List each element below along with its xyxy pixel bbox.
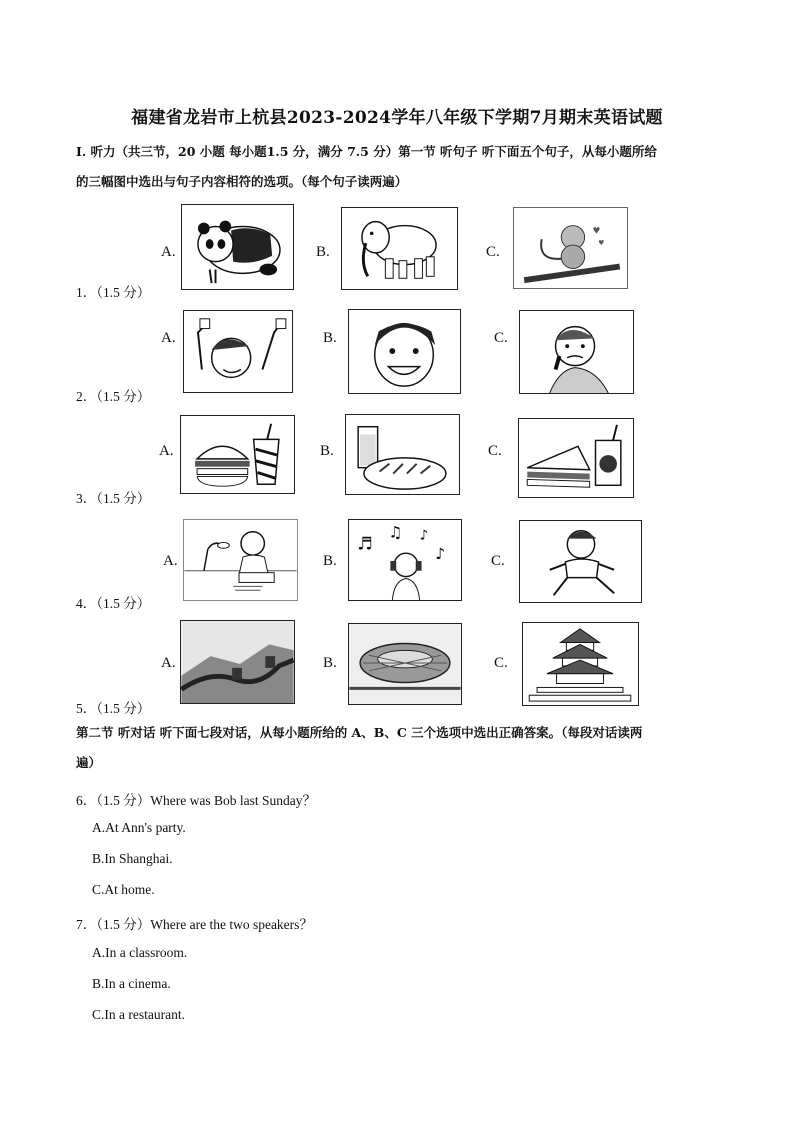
q5-option-b-label: B. bbox=[323, 655, 337, 671]
svg-text:♫: ♫ bbox=[388, 523, 403, 542]
section1-header-line1: I. 听力（共三节，20 小题 每小题1.5 分，满分 7.5 分）第一节 听句子 听下面五个句子，从每小题所给 bbox=[76, 144, 657, 159]
q6-option-a[interactable]: A.At Ann's party. bbox=[92, 820, 186, 835]
panda-icon[interactable] bbox=[181, 204, 294, 290]
q5-option-a-label: A. bbox=[161, 655, 176, 671]
svg-text:♥: ♥ bbox=[598, 239, 605, 248]
q1-option-b-label: B. bbox=[316, 244, 330, 260]
section2-header-line1: 第二节 听对话 听下面七段对话，从每小题所给的 A、B、C 三个选项中选出正确答案。（每段对话读两 bbox=[76, 725, 643, 740]
q7-stem: 7．（1.5 分）Where are the two speakers？ bbox=[76, 917, 313, 932]
q7-option-c[interactable]: C.In a restaurant. bbox=[92, 1007, 185, 1022]
section1-header bbox=[76, 137, 726, 197]
smiling-man-icon[interactable] bbox=[348, 309, 461, 394]
section2-header-line2: 遍） bbox=[76, 755, 102, 770]
svg-text:♥: ♥ bbox=[592, 226, 601, 237]
q5-number: 5．（1.5 分） bbox=[76, 701, 151, 716]
svg-text:♪: ♪ bbox=[435, 545, 446, 564]
section2-header bbox=[76, 718, 726, 778]
q2-option-b-label: B. bbox=[323, 330, 337, 346]
q4-number: 4．（1.5 分） bbox=[76, 596, 151, 611]
page-title: 福建省龙岩市上杭县2023-2024学年八年级下学期7月期末英语试题 bbox=[131, 108, 663, 128]
svg-text:♪: ♪ bbox=[419, 527, 429, 544]
temple-of-heaven-icon[interactable] bbox=[522, 622, 639, 706]
q6-option-b[interactable]: B.In Shanghai. bbox=[92, 851, 173, 866]
q6-stem: 6．（1.5 分）Where was Bob last Sunday？ bbox=[76, 793, 316, 808]
bread-milk-icon[interactable] bbox=[345, 414, 460, 495]
q4-option-b-label: B. bbox=[323, 553, 337, 569]
q2-number: 2．（1.5 分） bbox=[76, 389, 151, 404]
svg-text:♬: ♬ bbox=[357, 534, 373, 555]
q5-option-c-label: C. bbox=[494, 655, 508, 671]
sandwich-juice-icon[interactable] bbox=[518, 418, 634, 498]
q7-option-b[interactable]: B.In a cinema. bbox=[92, 976, 171, 991]
excited-boy-icon[interactable] bbox=[183, 310, 293, 393]
q7-option-a[interactable]: A.In a classroom. bbox=[92, 945, 188, 960]
q3-option-c-label: C. bbox=[488, 443, 502, 459]
q6-option-c[interactable]: C.At home. bbox=[92, 882, 155, 897]
q1-option-a-label: A. bbox=[161, 244, 176, 260]
music-girl-icon[interactable] bbox=[348, 519, 462, 601]
great-wall-icon[interactable] bbox=[180, 620, 295, 704]
studying-boy-icon[interactable] bbox=[183, 519, 298, 601]
q2-option-c-label: C. bbox=[494, 330, 508, 346]
elephant-icon[interactable] bbox=[341, 207, 458, 290]
q1-number: 1．（1.5 分） bbox=[76, 285, 151, 300]
q1-option-c-label: C. bbox=[486, 244, 500, 260]
monkey-icon[interactable] bbox=[513, 207, 628, 289]
sad-boy-icon[interactable] bbox=[519, 310, 634, 394]
burger-drink-icon[interactable] bbox=[180, 415, 295, 494]
birds-nest-stadium-icon[interactable] bbox=[348, 623, 462, 705]
q3-number: 3．（1.5 分） bbox=[76, 491, 151, 506]
q3-option-a-label: A. bbox=[159, 443, 174, 459]
section1-header-line2: 的三幅图中选出与句子内容相符的选项。（每个句子读两遍） bbox=[76, 174, 408, 189]
q2-option-a-label: A. bbox=[161, 330, 176, 346]
exercising-boy-icon[interactable] bbox=[519, 520, 642, 603]
q4-option-c-label: C. bbox=[491, 553, 505, 569]
q4-option-a-label: A. bbox=[163, 553, 178, 569]
q3-option-b-label: B. bbox=[320, 443, 334, 459]
